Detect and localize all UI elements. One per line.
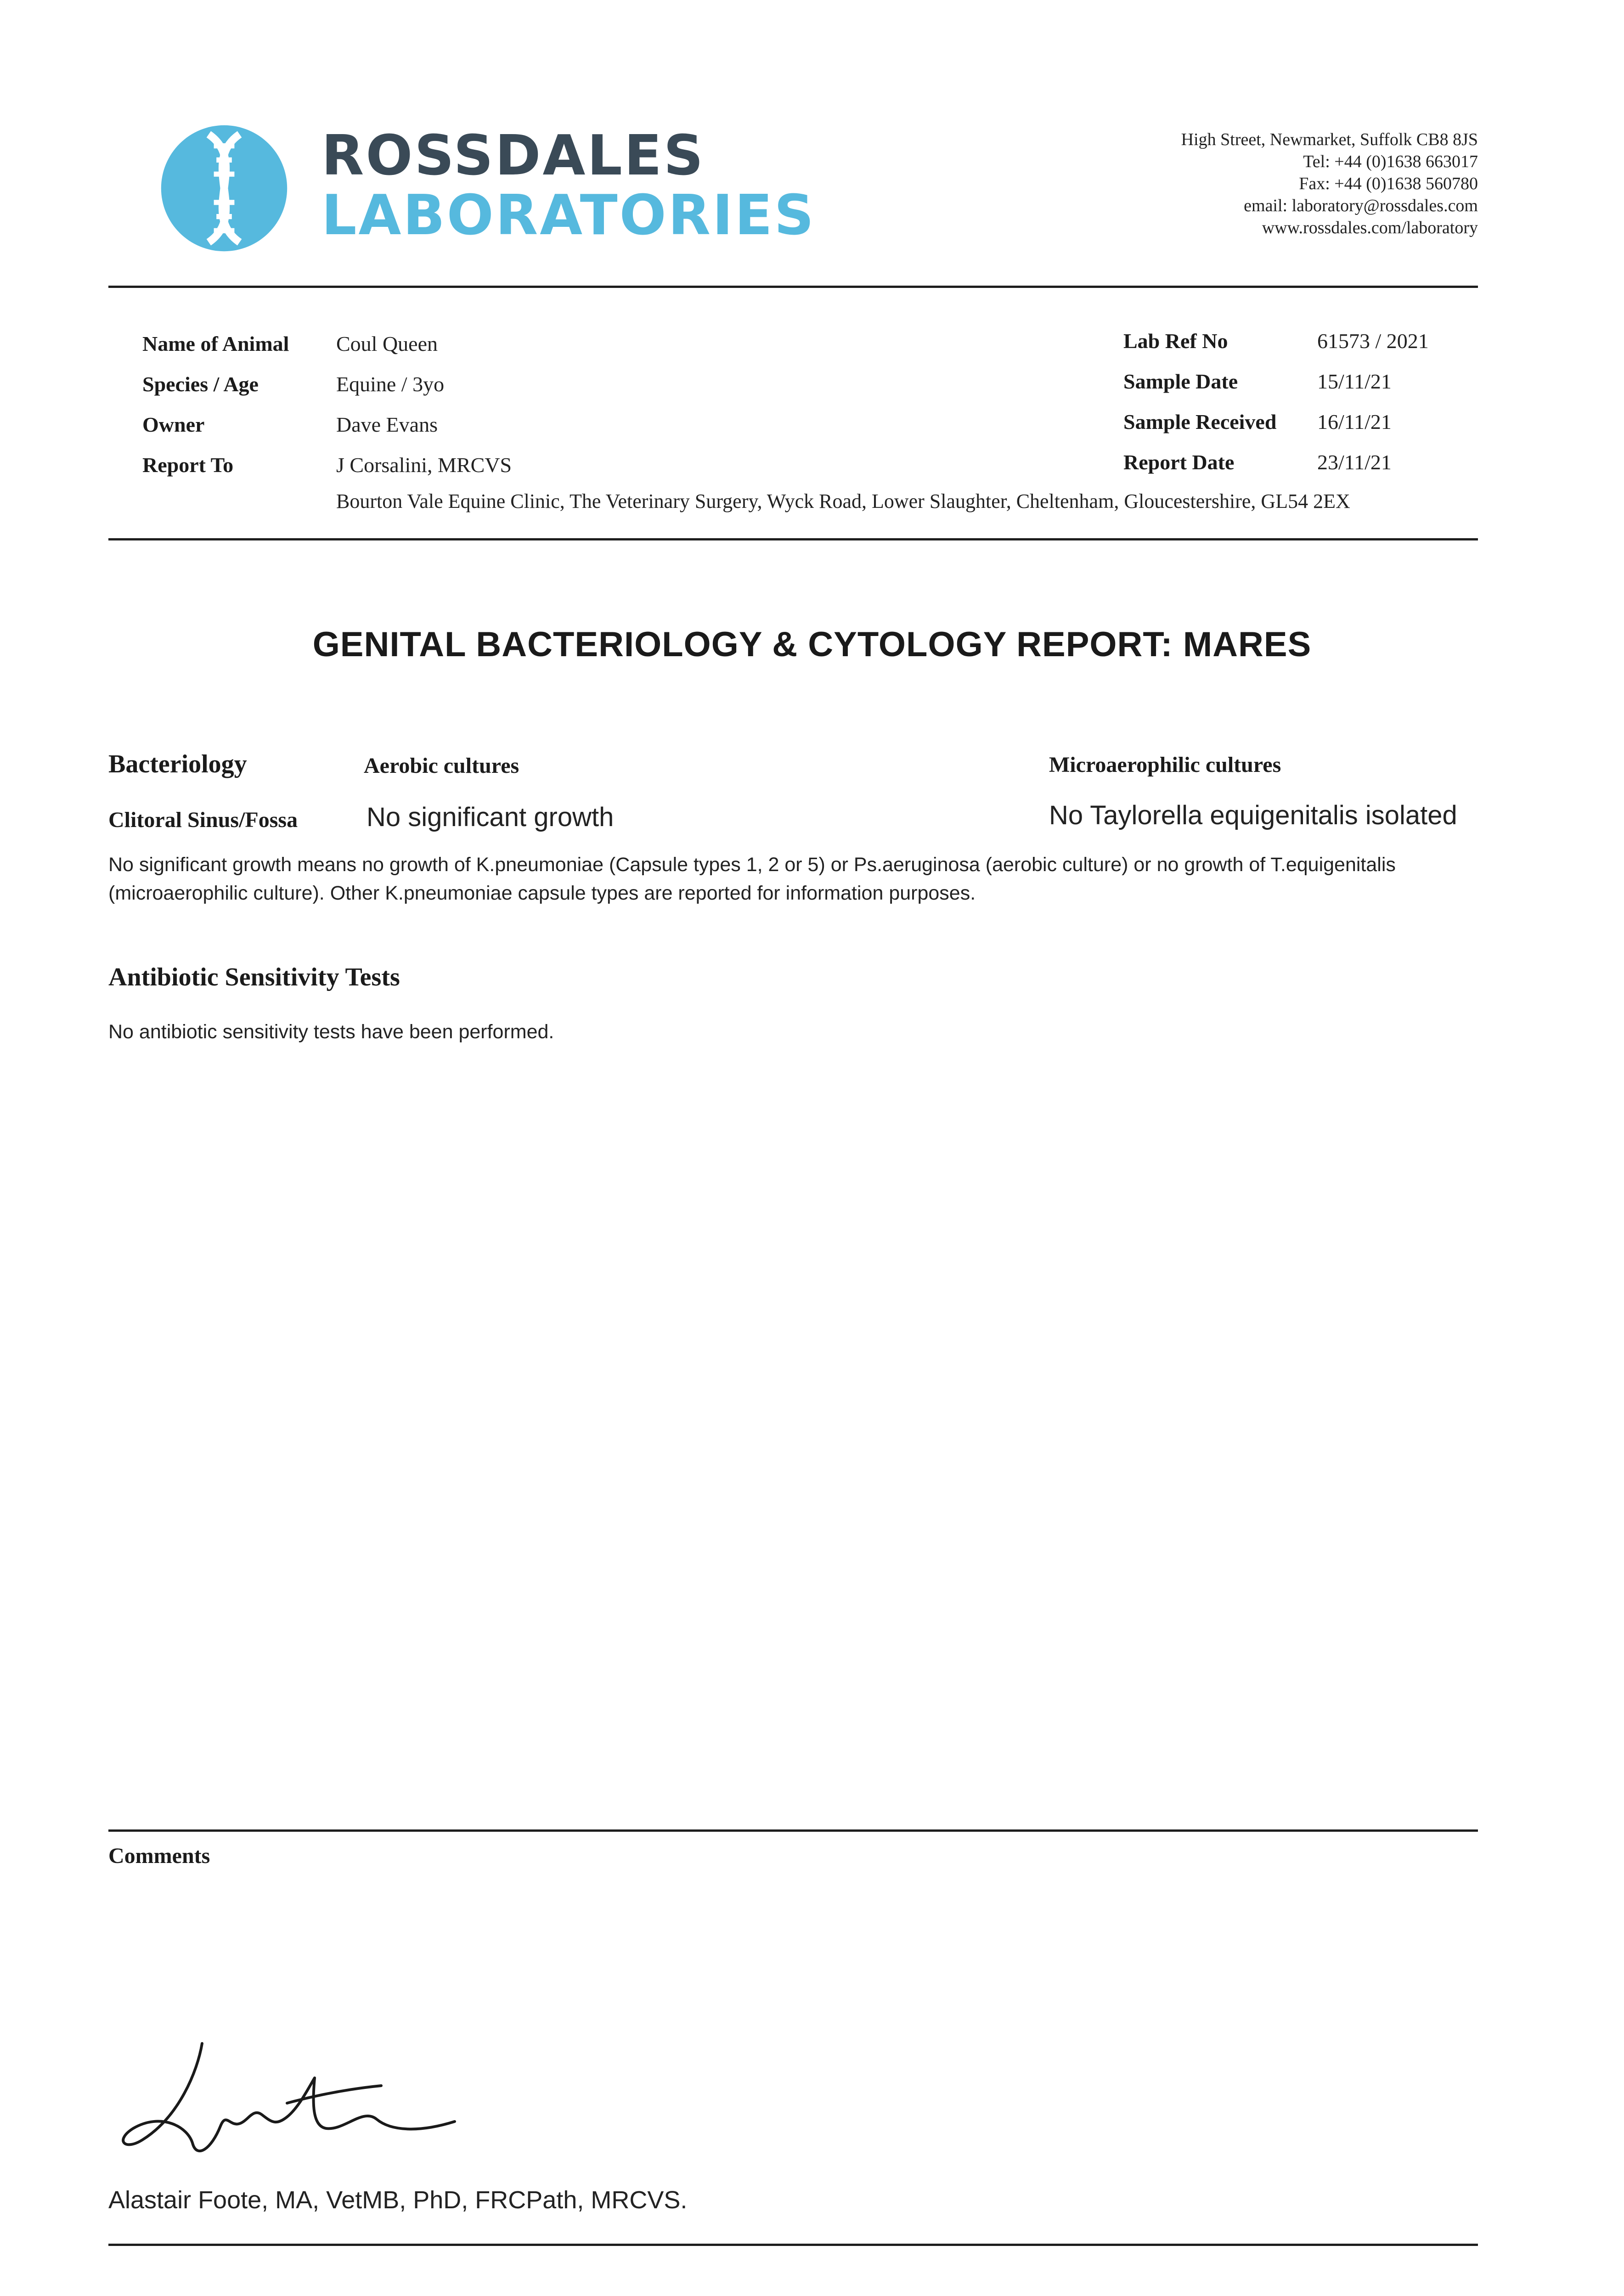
aerobic-result: No significant growth	[367, 802, 614, 832]
bacteriology-heading: Bacteriology	[108, 750, 247, 778]
dna-helix-icon	[160, 124, 288, 253]
brand-name-line1: ROSSDALES	[321, 124, 705, 188]
lab-fax: Fax: +44 (0)1638 560780	[1299, 174, 1478, 193]
sample-site-label: Clitoral Sinus/Fossa	[108, 808, 298, 832]
lab-website[interactable]: www.rossdales.com/laboratory	[1262, 218, 1478, 237]
antibiotic-sensitivity-text: No antibiotic sensitivity tests have been performed.	[108, 1021, 554, 1043]
sample-date-value: 15/11/21	[1317, 370, 1392, 393]
owner-label: Owner	[142, 413, 205, 436]
report-to-label: Report To	[142, 453, 234, 477]
sample-date-label: Sample Date	[1123, 370, 1238, 393]
lab-ref-value: 61573 / 2021	[1317, 329, 1429, 353]
bacteriology-note	[108, 850, 1482, 907]
owner-value: Dave Evans	[336, 413, 438, 436]
animal-name-label: Name of Animal	[142, 332, 289, 355]
sample-received-label: Sample Received	[1123, 410, 1277, 433]
signatory-name: Alastair Foote, MA, VetMB, PhD, FRCPath, MRCVS.	[108, 2186, 688, 2214]
comments-label: Comments	[108, 1844, 210, 1868]
lab-email[interactable]: email: laboratory@rossdales.com	[1244, 196, 1478, 215]
species-age-value: Equine / 3yo	[336, 372, 445, 396]
report-to-value: J Corsalini, MRCVS	[336, 453, 512, 477]
contact-block	[1181, 129, 1478, 239]
microaerophilic-result: No Taylorella equigenitalis isolated	[1049, 800, 1457, 830]
lab-telephone: Tel: +44 (0)1638 663017	[1303, 152, 1478, 171]
antibiotic-sensitivity-heading: Antibiotic Sensitivity Tests	[108, 963, 400, 991]
report-date-value: 23/11/21	[1317, 450, 1392, 474]
lab-ref-label: Lab Ref No	[1123, 329, 1228, 353]
report-title: GENITAL BACTERIOLOGY & CYTOLOGY REPORT: MARES	[312, 625, 1312, 664]
species-age-label: Species / Age	[142, 372, 259, 396]
sample-received-value: 16/11/21	[1317, 410, 1392, 433]
report-to-address: Bourton Vale Equine Clinic, The Veterinary Surgery, Wyck Road, Lower Slaughter, Cheltenham, Gloucestershire, GL54 2EX	[336, 490, 1350, 512]
handwritten-signature	[106, 2034, 482, 2172]
comments-divider	[108, 1829, 1478, 1832]
header-divider	[108, 286, 1478, 288]
report-date-label: Report Date	[1123, 450, 1235, 474]
microaerophilic-cultures-heading: Microaerophilic cultures	[1049, 753, 1281, 777]
info-divider	[108, 538, 1478, 540]
brand-name-line2: LABORATORIES	[321, 184, 816, 248]
bacteriology-note-line1: No significant growth means no growth of K.pneumoniae (Capsule types 1, 2 or 5) or Ps.aeruginosa (aerobic culture) or no growth of T.equigenitalis	[108, 854, 1396, 876]
aerobic-cultures-heading: Aerobic cultures	[364, 754, 519, 778]
lab-address: High Street, Newmarket, Suffolk CB8 8JS	[1181, 130, 1478, 149]
animal-name-value: Coul Queen	[336, 332, 438, 355]
bacteriology-note-line2: (microaerophilic culture). Other K.pneumoniae capsule types are reported for information purposes.	[108, 882, 976, 904]
footer-divider	[108, 2244, 1478, 2246]
